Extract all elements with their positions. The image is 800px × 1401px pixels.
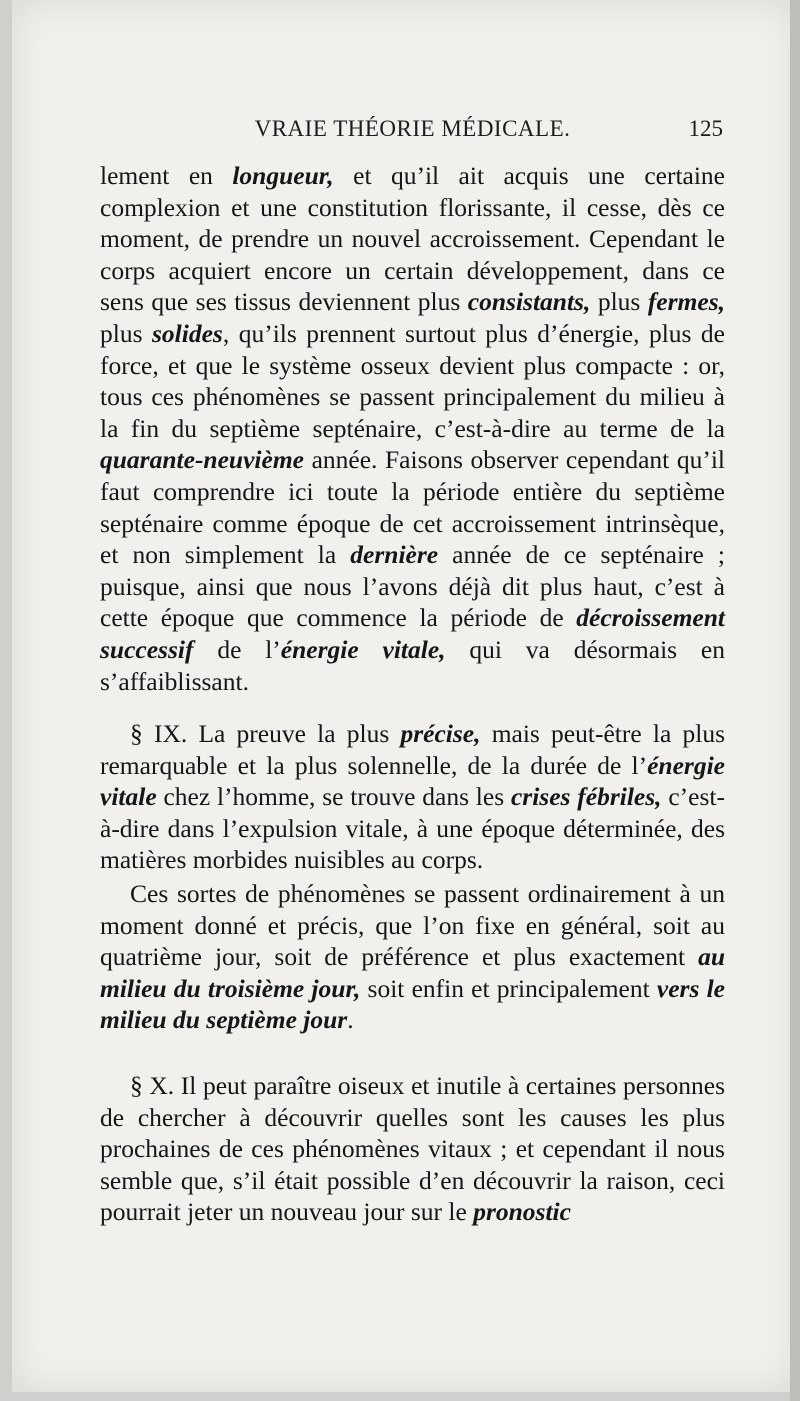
italic-run: énergie vitale [100,750,725,812]
paragraph-continuation [100,160,725,697]
text-run: de l’ [193,634,281,664]
paragraph-section-ix [100,718,725,876]
italic-run: précise, [400,719,481,749]
body-text [100,160,725,1228]
running-head: VRAIE THÉORIE MÉDICALE. [254,116,571,141]
text-run: § X. Il peut paraître oiseux et inutile à certaines personnes de chercher à découvrir quelles sont les causes les plus prochaines de ces phénomènes vitaux ; et cependant il nous semble que, s’il était possible d’en découvrir la raison, ceci pourrait jeter un nouveau jour sur le [100,1071,725,1227]
paragraph-crises [100,878,725,1036]
page-number: 125 [688,116,723,141]
page-header [100,112,725,148]
text-run: plus [590,287,648,317]
text-run: lement en [100,161,233,190]
paragraph-section-x [100,1070,725,1228]
book-page [12,0,798,1392]
text-run: année. Faisons observer cependant qu’il faut comprendre ici toute la période entière du septième septénaire comme époque de cet accroissement intrinsèque, et non simplement la [100,445,725,570]
text-run: . [347,1005,354,1035]
italic-run: quarante-neuvième [100,445,304,475]
page-edge-shadow [790,0,800,1401]
italic-run: énergie vitale, [280,634,446,664]
text-run: , qu’ils prennent surtout plus d’énergie, plus de force, et que le système osseux devient plus compacte : or, tous ces phénomènes se passent principalement du milieu à la fin du septième septénaire, c’est-à-dire au terme de la [100,318,725,443]
text-run: soit enfin et principalement [360,973,657,1003]
text-run: qui va désormais en s’affaiblissant. [100,634,725,696]
text-run: chez l’homme, se trouve dans les [156,782,511,812]
italic-run: fermes, [647,287,725,317]
text-run: § IX. La preuve la plus [130,719,401,749]
text-run: plus [100,318,152,348]
italic-run: crises fébriles, [510,782,662,812]
italic-run: au milieu du troisième jour, [100,942,725,1003]
italic-run: longueur, [232,161,334,190]
italic-run: pronostic [473,1197,571,1227]
italic-run: décroissement successif [100,603,725,664]
italic-run: consistants, [467,287,591,317]
italic-run: dernière [350,540,439,570]
italic-run: solides [152,318,223,348]
text-run: c’est-à-dire dans l’expulsion vitale, à une époque déterminée, des matières morbides nuisibles au corps. [100,782,725,875]
text-run: Ces sortes de phénomènes se passent ordinairement à un moment donné et précis, que l’on fixe en général, soit au quatrième jour, soit de préférence et plus exactement [100,879,725,972]
text-run: année de ce septénaire ; puisque, ainsi que nous l’avons déjà dit plus haut, c’est à cette époque que commence la période de [100,540,725,633]
text-run: mais peut-être la plus remarquable et la plus solennelle, de la durée de l’ [100,719,725,780]
text-run: et qu’il ait acquis une certaine complexion et une constitution florissante, il cesse, dès ce moment, de prendre un nouvel accroissement. Cependant le corps acquiert encore un certain développement, dans ce sens que ses tissus deviennent plus [100,161,725,317]
italic-run: vers le milieu du septième jour [100,973,725,1035]
